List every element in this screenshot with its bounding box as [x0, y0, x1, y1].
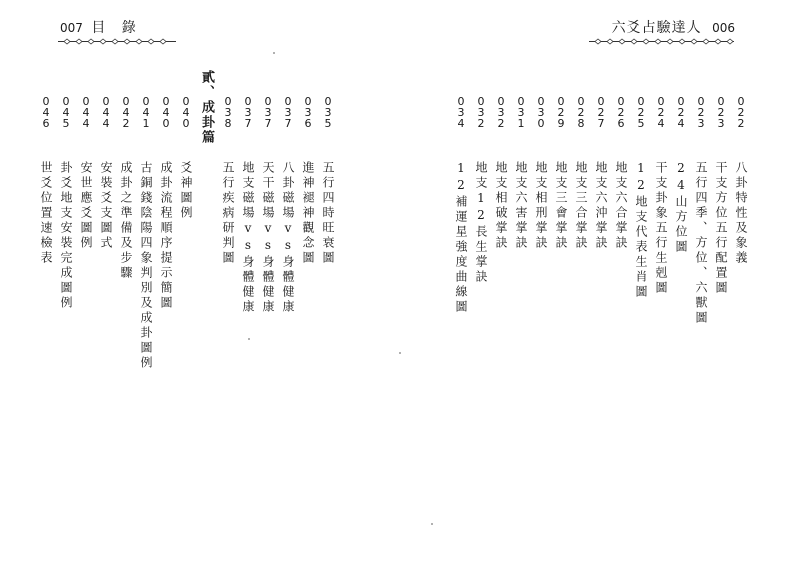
- toc-entry: [158, 96, 174, 311]
- toc-entry-title: 天干磁場vs身體健康: [261, 161, 275, 315]
- toc-entry-title: 地支三會掌訣: [554, 161, 568, 251]
- toc-entry-title: 古銅錢陰陽四象判別及成卦圖例: [139, 161, 153, 371]
- left-page-number: 007: [60, 21, 83, 35]
- toc-entry-title: 成卦流程順序提示簡圖: [159, 161, 173, 311]
- toc-entry: [300, 96, 316, 266]
- toc-page-number: 0 3 4: [457, 95, 465, 130]
- toc-entry: [118, 96, 134, 281]
- toc-page-number: 0 4 1: [142, 95, 150, 130]
- right-page-title: 六爻占驗達人: [611, 20, 702, 36]
- toc-entry: [38, 96, 54, 266]
- toc-entry: [240, 96, 256, 315]
- toc-page-number: 0 2 3: [697, 95, 705, 130]
- toc-entry: [280, 96, 296, 315]
- toc-entry-title: 進神褪神觀念圖: [301, 161, 315, 266]
- toc-page-number: 0 3 5: [324, 95, 332, 130]
- toc-page-number: 0 2 3: [717, 95, 725, 130]
- scan-speck: [431, 523, 433, 525]
- toc-entry-title: 安裝爻支圖式: [99, 161, 113, 251]
- toc-entry-title: 地支12長生掌訣: [474, 161, 488, 285]
- toc-entry: [453, 96, 469, 315]
- toc-entry: [633, 96, 649, 300]
- toc-entry: [260, 96, 276, 315]
- toc-entry: [733, 96, 749, 266]
- scan-speck: [248, 338, 250, 340]
- toc-entry: [593, 96, 609, 251]
- toc-page-number: 0 3 0: [537, 95, 545, 130]
- toc-entry-title: 地支相破掌訣: [494, 161, 508, 251]
- toc-entry-title: 五行四季、方位、六獸圖: [694, 161, 708, 326]
- toc-entry: [220, 96, 236, 266]
- toc-page-number: 0 4 2: [122, 95, 130, 130]
- toc-entry: [613, 96, 629, 251]
- toc-page-number: 0 4 4: [82, 95, 90, 130]
- toc-entry-title: 干支卦象五行生剋圖: [654, 161, 668, 296]
- toc-page-number: 0 4 4: [102, 95, 110, 130]
- toc-page-number: 0 2 4: [657, 95, 665, 130]
- toc-entry-title: 24山方位圖: [674, 161, 688, 255]
- toc-entry: [493, 96, 509, 251]
- toc-entry-title: 五行疾病研判圖: [221, 161, 235, 266]
- toc-entry-title: 地支三合掌訣: [574, 161, 588, 251]
- toc-page-number: 0 2 4: [677, 95, 685, 130]
- toc-entry-title: 八卦磁場vs身體健康: [281, 161, 295, 315]
- toc-page-number: 0 4 6: [42, 95, 50, 130]
- toc-entry: [138, 96, 154, 371]
- toc-entry: [713, 96, 729, 296]
- right-page-header: [612, 20, 735, 36]
- toc-page-number: 0 2 2: [737, 95, 745, 130]
- left-page: [0, 0, 396, 587]
- scan-speck: [273, 52, 275, 54]
- toc-page-number: 0 3 7: [244, 95, 252, 130]
- toc-entry-title: 12地支代表生肖圖: [634, 161, 648, 300]
- toc-page-number: 0 4 5: [62, 95, 70, 130]
- toc-entry-title: 地支六害掌訣: [514, 161, 528, 251]
- toc-page-number: 0 4 0: [182, 95, 190, 130]
- toc-entry-title: 卦爻地支安裝完成圖例: [59, 161, 73, 311]
- toc-page-number: 0 4 0: [162, 95, 170, 130]
- toc-entry: [98, 96, 114, 251]
- toc-entry-title: 地支六沖掌訣: [594, 161, 608, 251]
- toc-page-number: 0 3 6: [304, 95, 312, 130]
- toc-entry-title: 世爻位置速檢表: [39, 161, 53, 266]
- toc-entry: [693, 96, 709, 326]
- right-page-number: 006: [712, 21, 735, 35]
- toc-entry: [553, 96, 569, 251]
- left-page-header: [60, 20, 142, 36]
- toc-page-number: 0 3 2: [477, 95, 485, 130]
- right-page: [397, 0, 793, 587]
- toc-page-number: 0 2 8: [577, 95, 585, 130]
- toc-entry-title: 成卦之準備及步驟: [119, 161, 133, 281]
- toc-entry-title: 安世應爻圖例: [79, 161, 93, 251]
- toc-entry-title: 爻神圖例: [179, 161, 193, 221]
- scan-speck: [399, 352, 401, 354]
- toc-page-number: 0 2 9: [557, 95, 565, 130]
- right-header-ornament: [589, 38, 734, 45]
- toc-entry: [320, 96, 336, 266]
- toc-entry-title: 地支六合掌訣: [614, 161, 628, 251]
- toc-page-number: 0 2 5: [637, 95, 645, 130]
- toc-entry-title: 干支方位五行配置圖: [714, 161, 728, 296]
- toc-entry: [78, 96, 94, 251]
- toc-page-number: 0 3 7: [284, 95, 292, 130]
- left-header-ornament: [58, 38, 176, 45]
- toc-entry-title: 地支磁場vs身體健康: [241, 161, 255, 315]
- toc-entry-title: 八卦特性及象義: [734, 161, 748, 266]
- toc-page-number: 0 2 6: [617, 95, 625, 130]
- toc-entry: [178, 96, 194, 221]
- toc-page-number: 0 2 7: [597, 95, 605, 130]
- toc-entry-title: 地支相刑掌訣: [534, 161, 548, 251]
- toc-page-number: 0 3 8: [224, 95, 232, 130]
- toc-entry: [58, 96, 74, 311]
- toc-entry-title: 五行四時旺衰圖: [321, 161, 335, 266]
- toc-entry: [673, 96, 689, 255]
- toc-entry: [573, 96, 589, 251]
- toc-entry: [653, 96, 669, 296]
- section-title: 貳、成卦篇: [199, 70, 214, 145]
- left-page-title: 目 錄: [91, 20, 142, 36]
- toc-entry-title: 12補運星強度曲線圖: [454, 161, 468, 315]
- toc-entry: [513, 96, 529, 251]
- toc-page-number: 0 3 7: [264, 95, 272, 130]
- toc-page-number: 0 3 1: [517, 95, 525, 130]
- toc-entry: [533, 96, 549, 251]
- toc-page-number: 0 3 2: [497, 95, 505, 130]
- toc-entry: [473, 96, 489, 285]
